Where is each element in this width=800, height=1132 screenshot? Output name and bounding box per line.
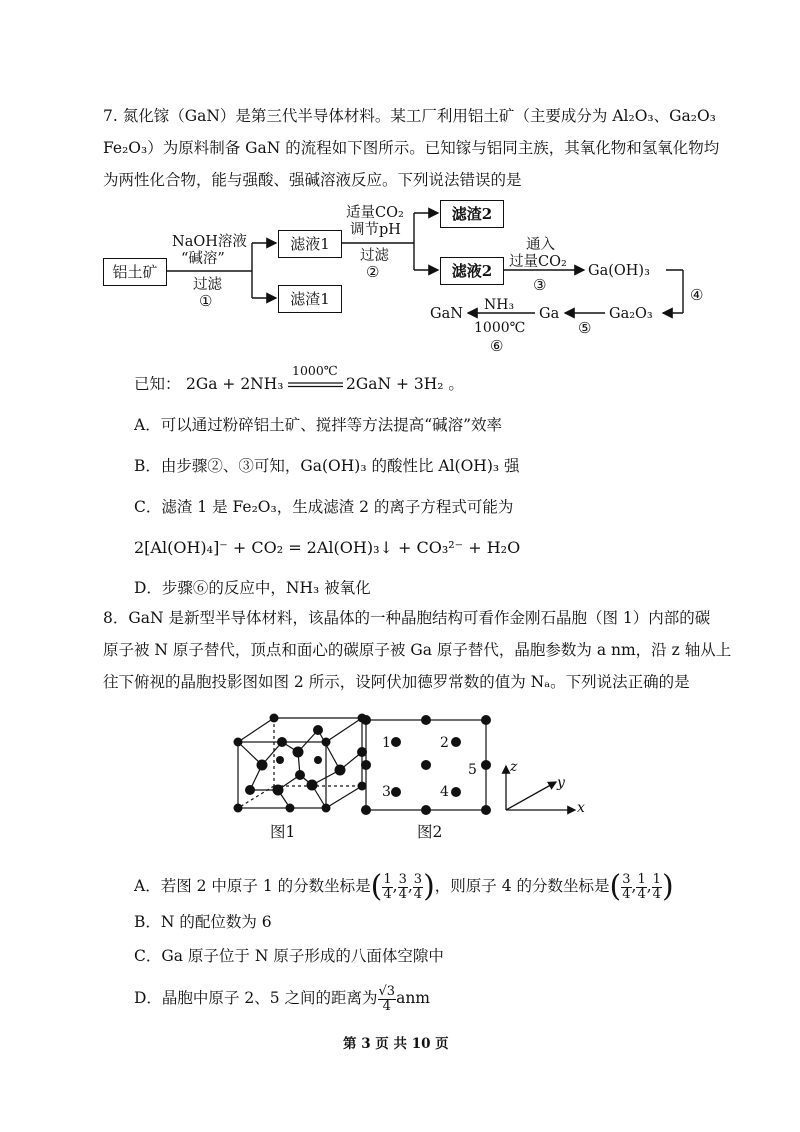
flow-step2-num: ②	[366, 263, 380, 281]
coord1-z: $\frac{3}{4}$	[413, 871, 423, 902]
known-cond: 1000℃	[292, 363, 338, 378]
q8-option-c: C．Ga 原子位于 N 原子形成的八面体空隙中	[134, 947, 444, 965]
flow-residue2-box: 滤渣2	[440, 200, 504, 228]
flow-residue1-box: 滤渣1	[278, 285, 342, 313]
axis-y-label: y	[557, 775, 565, 791]
flow-step6-num: ⑥	[490, 337, 504, 355]
figure1-label: 图1	[270, 823, 296, 841]
coord1-x: $\frac{1}{4}$	[383, 871, 392, 902]
known-eq-left: 2Ga + 2NH₃	[186, 375, 284, 393]
flow-step1-num: ①	[199, 292, 213, 310]
flow-step1-reagent: NaOH溶液	[172, 234, 247, 250]
figure2-atom-4: 4	[440, 784, 449, 800]
coord4-y: $\frac{1}{4}$	[637, 871, 646, 902]
q7-option-a: A．可以通过粉碎铝土矿、搅拌等方法提高“碱溶”效率	[134, 416, 503, 434]
q8-option-a-prefix: A．若图 2 中原子 1 的分数坐标是	[134, 877, 371, 895]
coord4-x: $\frac{3}{4}$	[622, 871, 631, 902]
flow-step6-cond: 1000℃	[474, 320, 526, 336]
q8-option-d	[134, 978, 430, 1018]
q7-option-d: D．步骤⑥的反应中，NH₃ 被氧化	[134, 579, 371, 597]
q7-option-c-equation: 2[Al(OH)₄]⁻ + CO₂ = 2Al(OH)₃↓ + CO₃²⁻ + H₂O	[134, 538, 521, 557]
q8-option-d-unit: anm	[396, 989, 430, 1007]
figure2-label: 图2	[417, 823, 443, 841]
flow-filtrate1-box: 滤液1	[278, 230, 342, 258]
figure2-atom-2: 2	[440, 735, 449, 751]
q7-option-b: B．由步骤②、③可知，Ga(OH)₃ 的酸性比 Al(OH)₃ 强	[134, 457, 520, 475]
axis-z-label: z	[510, 759, 518, 775]
flow-step3-op1: 通入	[526, 237, 555, 253]
known-eq-right: 2GaN + 3H₂ 。	[346, 375, 464, 393]
figure2-atom-1: 1	[382, 735, 391, 751]
q7-line2: Fe₂O₃）为原料制备 GaN 的流程如下图所示。已知镓与铝同主族，其氧化物和氢氧化物均	[103, 139, 720, 157]
q8-line1: 8．GaN 是新型半导体材料，该晶体的一种晶胞结构可看作金刚石晶胞（图 1）内部的碳	[103, 609, 711, 627]
flow-step2-filter: 过滤	[360, 248, 389, 264]
q8-line2: 原子被 N 原子替代，顶点和面心的碳原子被 Ga 原子替代，晶胞参数为 a nm，沿 z 轴从上	[103, 641, 732, 659]
coord1-y: $\frac{3}{4}$	[398, 871, 407, 902]
flow-gan: GaN	[430, 306, 463, 322]
flow-bauxite-box: 铝土矿	[103, 258, 167, 286]
flow-gaoh3: Ga(OH)₃	[588, 263, 650, 279]
axis-x-label: x	[577, 800, 585, 816]
q7-line3: 为两性化合物，能与强酸、强碱溶液反应。下列说法错误的是	[103, 171, 522, 189]
flow-ga2o3: Ga₂O₃	[609, 306, 653, 322]
page-footer: 第 3 页 共 10 页	[343, 1036, 449, 1052]
coord4-z: $\frac{1}{4}$	[652, 871, 661, 902]
flow-step1-op: “碱溶”	[181, 251, 225, 267]
distance-fraction: $\frac{√3}{4}$	[378, 983, 396, 1014]
q8-line3: 往下俯视的晶胞投影图如图 2 所示，设阿伏加德罗常数的值为 Nₐ。下列说法正确的是	[103, 673, 690, 691]
flow-filtrate2-box: 滤液2	[440, 257, 504, 285]
figure2-atom-3: 3	[382, 784, 391, 800]
known-prefix: 已知：	[134, 375, 181, 393]
flow-step6-reagent: NH₃	[484, 297, 515, 313]
q8-option-b: B．N 的配位数为 6	[134, 913, 272, 931]
flow-step5-num: ⑤	[578, 319, 592, 337]
flow-step3-num: ③	[533, 276, 547, 294]
flow-step4-num: ④	[690, 286, 704, 304]
q7-option-c: C．滤渣 1 是 Fe₂O₃，生成滤渣 2 的离子方程式可能为	[134, 498, 514, 516]
q7-line1: 7. 氮化镓（GaN）是第三代半导体材料。某工厂利用铝土矿（主要成分为 Al₂O₃、Ga₂O₃	[103, 107, 716, 125]
flow-ga: Ga	[539, 306, 560, 322]
figure2-atom-5: 5	[468, 762, 477, 778]
flow-step1-filter: 过滤	[193, 277, 222, 293]
flow-step2-reagent: 适量CO₂	[346, 205, 404, 221]
flow-step2-op: 调节pH	[350, 222, 401, 238]
q8-option-a: A．若图 2 中原子 1 的分数坐标是( $\frac{1}{4}$ , $\frac{3}{4}$ , $\frac{3}{4}$ )，则原子 4 的分数坐标是( $\frac{3}{4}$ , $\frac{1}{4}$ , $\frac{1}{4}$ )	[134, 869, 674, 904]
q8-option-d-prefix: D．晶胞中原子 2、5 之间的距离为	[134, 989, 378, 1007]
flow-step3-op2: 过量CO₂	[509, 254, 567, 270]
q8-option-a-mid: ，则原子 4 的分数坐标是	[434, 877, 610, 895]
